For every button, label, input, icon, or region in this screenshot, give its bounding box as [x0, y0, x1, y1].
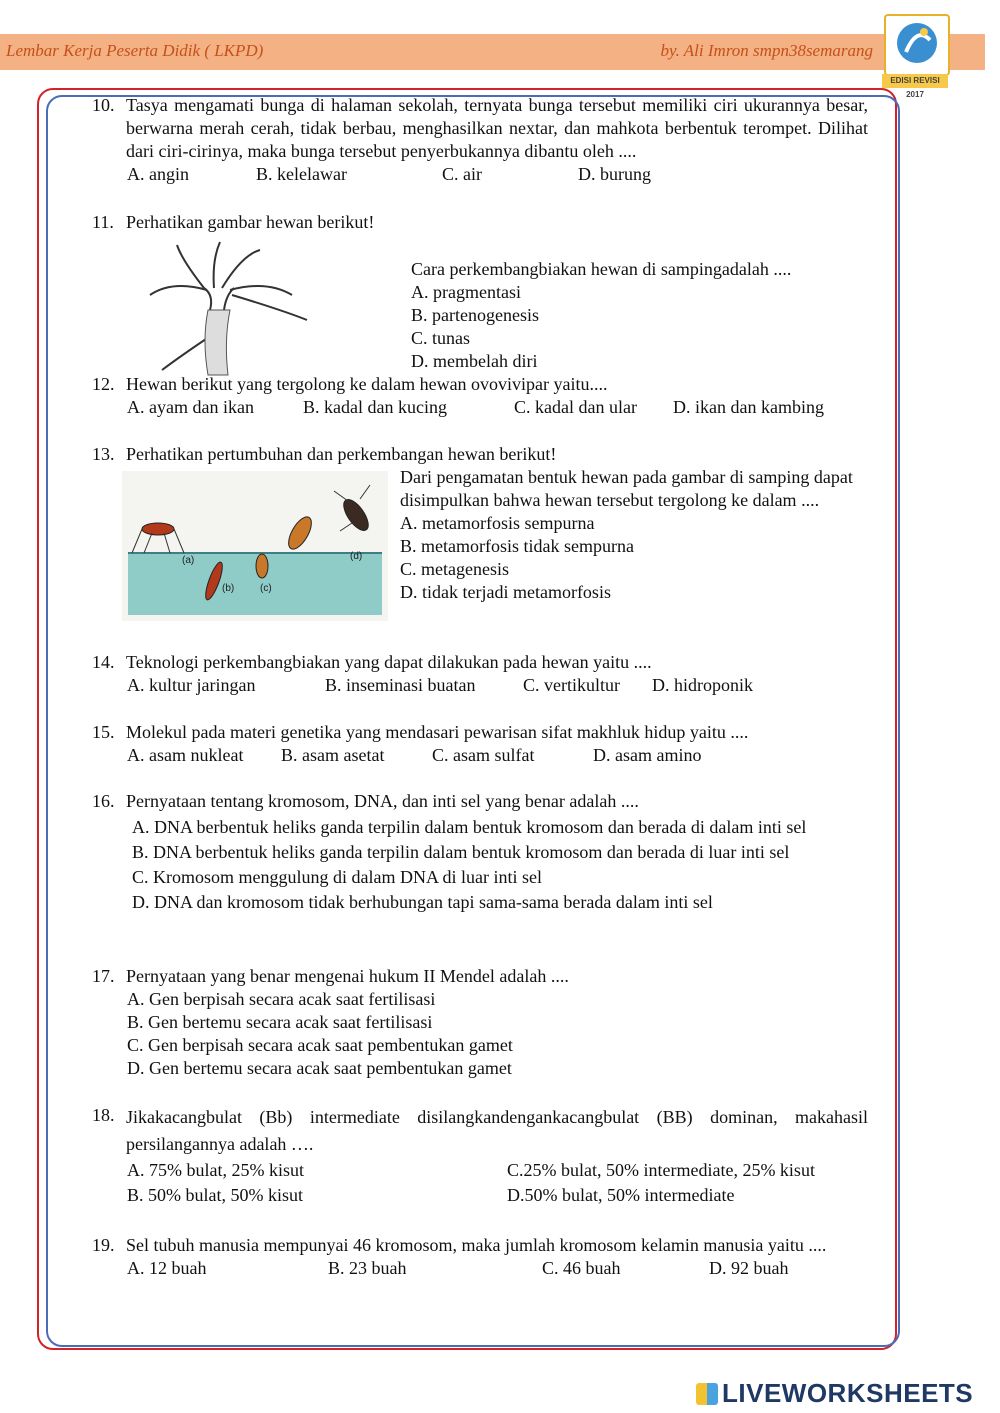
option-d[interactable]: D. Gen bertemu secara acak saat pembentukan gamet [127, 1058, 512, 1078]
question-13 [92, 443, 868, 466]
question-number: 19. [92, 1235, 115, 1255]
question-text: Jikakacangbulat (Bb) intermediate disilangkandengankacangbulat (BB) dominan, makahasil persilangannya adalah …. [126, 1107, 868, 1154]
question-number: 12. [92, 374, 115, 394]
label-d: (d) [350, 551, 363, 562]
question-15 [92, 721, 868, 767]
option-a[interactable]: A. Gen berpisah secara acak saat fertilisasi [127, 989, 436, 1009]
options-row [127, 163, 868, 186]
question-number: 14. [92, 652, 115, 672]
options-row [127, 674, 868, 697]
option-c[interactable]: C. metagenesis [400, 559, 509, 579]
option-b[interactable]: B. partenogenesis [411, 305, 539, 325]
question-number: 13. [92, 444, 115, 464]
question-text: Tasya mengamati bunga di halaman sekolah, ternyata bunga tersebut memiliki ciri ukurannya besar, berwarna merah cerah, tidak berbau, menghasilkan nextar, dan mahkota berbentuk terompet. Dilihat dari ciri-cirinya, maka bunga tersebut penyerbukannya dibantu oleh .... [126, 95, 868, 161]
label-b: (b) [222, 583, 235, 594]
question-11 [92, 211, 868, 234]
question-text: Pernyataan tentang kromosom, DNA, dan inti sel yang benar adalah .... [126, 791, 639, 811]
question-text: Perhatikan pertumbuhan dan perkembangan hewan berikut! [126, 444, 557, 464]
option-c[interactable]: C. 46 buah [542, 1258, 621, 1278]
option-c[interactable]: C. tunas [411, 328, 471, 348]
header-author: by. Ali Imron smpn38semarang [660, 41, 873, 60]
options-row [127, 396, 868, 419]
option-a[interactable]: A. pragmentasi [411, 282, 521, 302]
option-d[interactable]: D. DNA dan kromosom tidak berhubungan tapi sama-sama berada dalam inti sel [132, 892, 713, 912]
option-a[interactable]: A. DNA berbentuk heliks ganda terpilin dalam bentuk kromosom dan berada di dalam inti sel [132, 817, 807, 837]
question-17 [92, 965, 868, 1080]
option-b[interactable]: B. DNA berbentuk heliks ganda terpilin dalam bentuk kromosom dan berada di luar inti sel [132, 842, 790, 862]
question-text: Pernyataan yang benar mengenai hukum II Mendel adalah .... [126, 966, 569, 986]
question-12 [92, 373, 868, 419]
option-b[interactable]: B. 23 buah [328, 1258, 407, 1278]
question-number: 18. [92, 1105, 115, 1125]
option-c[interactable]: C. vertikultur [523, 675, 620, 695]
brand-name: LIVEWORKSHEETS [722, 1378, 974, 1408]
question-number: 16. [92, 791, 115, 811]
option-a[interactable]: A. kultur jaringan [127, 675, 256, 695]
option-c[interactable]: C. Kromosom menggulung di dalam DNA di luar inti sel [132, 867, 542, 887]
option-b[interactable]: B. kelelawar [256, 164, 347, 184]
option-c[interactable]: C. Gen berpisah secara acak saat pembentukan gamet [127, 1035, 513, 1055]
option-d[interactable]: D.50% bulat, 50% intermediate [507, 1185, 735, 1205]
question-text: Hewan berikut yang tergolong ke dalam hewan ovovivipar yaitu.... [126, 374, 608, 394]
option-a[interactable]: A. angin [127, 164, 189, 184]
question-10 [92, 94, 868, 186]
question-text: Sel tubuh manusia mempunyai 46 kromosom, maka jumlah kromosom kelamin manusia yaitu .... [126, 1235, 827, 1255]
question-number: 17. [92, 966, 115, 986]
option-d[interactable]: D. membelah diri [411, 351, 538, 371]
question-number: 11. [92, 212, 114, 232]
option-d[interactable]: D. asam amino [593, 745, 702, 765]
header-title: Lembar Kerja Peserta Didik ( LKPD) [6, 41, 264, 60]
option-d[interactable]: D. burung [578, 164, 651, 184]
option-a[interactable]: A. ayam dan ikan [127, 397, 254, 417]
question-prompt: Cara perkembangbiakan hewan di sampingadalah .... [411, 259, 792, 279]
question-11-options [411, 258, 861, 373]
question-text: Molekul pada materi genetika yang mendasari pewarisan sifat makhluk hidup yaitu .... [126, 722, 749, 742]
question-number: 10. [92, 95, 115, 115]
option-b[interactable]: B. inseminasi buatan [325, 675, 476, 695]
option-c[interactable]: C.25% bulat, 50% intermediate, 25% kisut [507, 1160, 815, 1180]
option-a[interactable]: A. 12 buah [127, 1258, 207, 1278]
question-13-options [400, 466, 864, 604]
option-d[interactable]: D. ikan dan kambing [673, 397, 824, 417]
question-number: 15. [92, 722, 115, 742]
option-b[interactable]: B. 50% bulat, 50% kisut [127, 1185, 303, 1205]
option-a[interactable]: A. metamorfosis sempurna [400, 513, 595, 533]
option-b[interactable]: B. Gen bertemu secara acak saat fertilisasi [127, 1012, 433, 1032]
question-prompt: Dari pengamatan bentuk hewan pada gambar di samping dapat disimpulkan bahwa hewan tersebut tergolong ke dalam .... [400, 467, 853, 510]
option-c[interactable]: C. asam sulfat [432, 745, 535, 765]
edition-badge: EDISI REVISI 2017 [882, 74, 948, 88]
option-d[interactable]: D. hidroponik [652, 675, 753, 695]
option-b[interactable]: B. kadal dan kucing [303, 397, 447, 417]
options-grid [127, 1158, 868, 1208]
option-a[interactable]: A. 75% bulat, 25% kisut [127, 1160, 304, 1180]
question-text: Teknologi perkembangbiakan yang dapat dilakukan pada hewan yaitu .... [126, 652, 652, 672]
option-b[interactable]: B. metamorfosis tidak sempurna [400, 536, 634, 556]
question-19 [92, 1234, 868, 1280]
question-text: Perhatikan gambar hewan berikut! [126, 212, 375, 232]
mosquito-lifecycle-image [122, 471, 388, 621]
liveworksheets-icon [696, 1383, 718, 1405]
option-b[interactable]: B. asam asetat [281, 745, 385, 765]
options-row [127, 1257, 868, 1280]
options-row [127, 744, 868, 767]
option-d[interactable]: D. 92 buah [709, 1258, 789, 1278]
option-a[interactable]: A. asam nukleat [127, 745, 244, 765]
hydra-image [142, 240, 317, 380]
liveworksheets-logo[interactable] [696, 1378, 973, 1409]
option-c[interactable]: C. kadal dan ular [514, 397, 637, 417]
question-18 [92, 1104, 868, 1208]
label-a: (a) [182, 555, 195, 566]
question-16 [92, 790, 868, 915]
label-c: (c) [260, 583, 272, 594]
question-14 [92, 651, 868, 697]
option-c[interactable]: C. air [442, 164, 482, 184]
option-d[interactable]: D. tidak terjadi metamorfosis [400, 582, 611, 602]
